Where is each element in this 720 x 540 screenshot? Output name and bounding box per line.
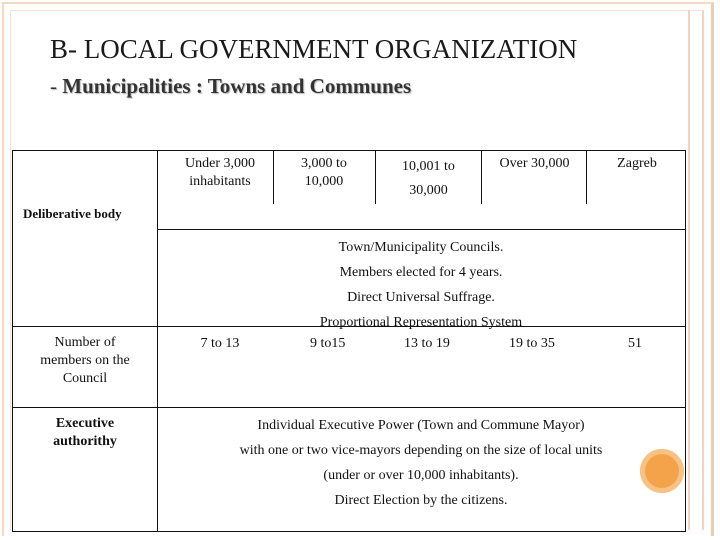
members-value: 19 to 35 — [509, 336, 555, 351]
description-line: Members elected for 4 years. — [339, 265, 503, 280]
description-line: Direct Election by the citizens. — [334, 493, 508, 508]
row-label-line: Number of — [54, 335, 116, 350]
subtitle-text: Municipalities : Towns and Communes — [62, 74, 412, 98]
column-header — [381, 155, 476, 203]
page-frame-rule — [688, 10, 690, 530]
members-value: 7 to 13 — [200, 336, 240, 351]
column-header-line: Under 3,000 — [185, 156, 255, 171]
slide-title: B- LOCAL GOVERNMENT ORGANIZATION — [50, 34, 578, 64]
deliberative-description — [157, 235, 685, 335]
description-line: with one or two vice-mayors depending on the size of local units — [239, 443, 603, 458]
table-row-divider — [13, 407, 685, 408]
members-value: 51 — [628, 336, 642, 351]
description-line: Direct Universal Suffrage. — [347, 290, 495, 305]
slide-subtitle — [50, 74, 411, 99]
column-header-line: 10,000 — [304, 174, 344, 189]
column-header-line: 10,001 to — [402, 159, 455, 174]
government-table — [12, 150, 686, 532]
row-label-executive — [17, 415, 153, 451]
row-label-members — [17, 334, 153, 388]
column-header-line: inhabitants — [189, 174, 251, 189]
description-line: Individual Executive Power (Town and Commune Mayor) — [257, 418, 585, 433]
row-label-line: Council — [62, 371, 108, 386]
description-line: Proportional Representation System — [319, 315, 523, 330]
table-divider — [481, 151, 482, 204]
members-value: 13 to 19 — [404, 336, 450, 351]
row-label-line: authorithy — [53, 434, 117, 449]
column-header-line: Over 30,000 — [499, 156, 570, 171]
column-header — [592, 155, 682, 173]
table-divider — [375, 151, 376, 204]
column-header — [279, 155, 369, 191]
subtitle-dash: - — [50, 74, 63, 98]
executive-description — [157, 413, 685, 513]
table-row-divider — [157, 229, 685, 230]
description-line: (under or over 10,000 inhabitants). — [323, 468, 519, 483]
description-line: Town/Municipality Councils. — [338, 240, 504, 255]
column-header — [487, 155, 582, 173]
column-header-line: Zagreb — [617, 156, 657, 171]
row-label-line: Executive — [55, 416, 115, 431]
table-divider — [586, 151, 587, 204]
column-header — [163, 155, 277, 191]
row-label-deliberative: Deliberative body — [23, 206, 122, 221]
column-header-line: 3,000 to — [301, 156, 347, 171]
column-header-line: 30,000 — [409, 183, 448, 198]
members-value: 9 to15 — [310, 336, 346, 351]
row-label-line: members on the — [40, 353, 130, 368]
